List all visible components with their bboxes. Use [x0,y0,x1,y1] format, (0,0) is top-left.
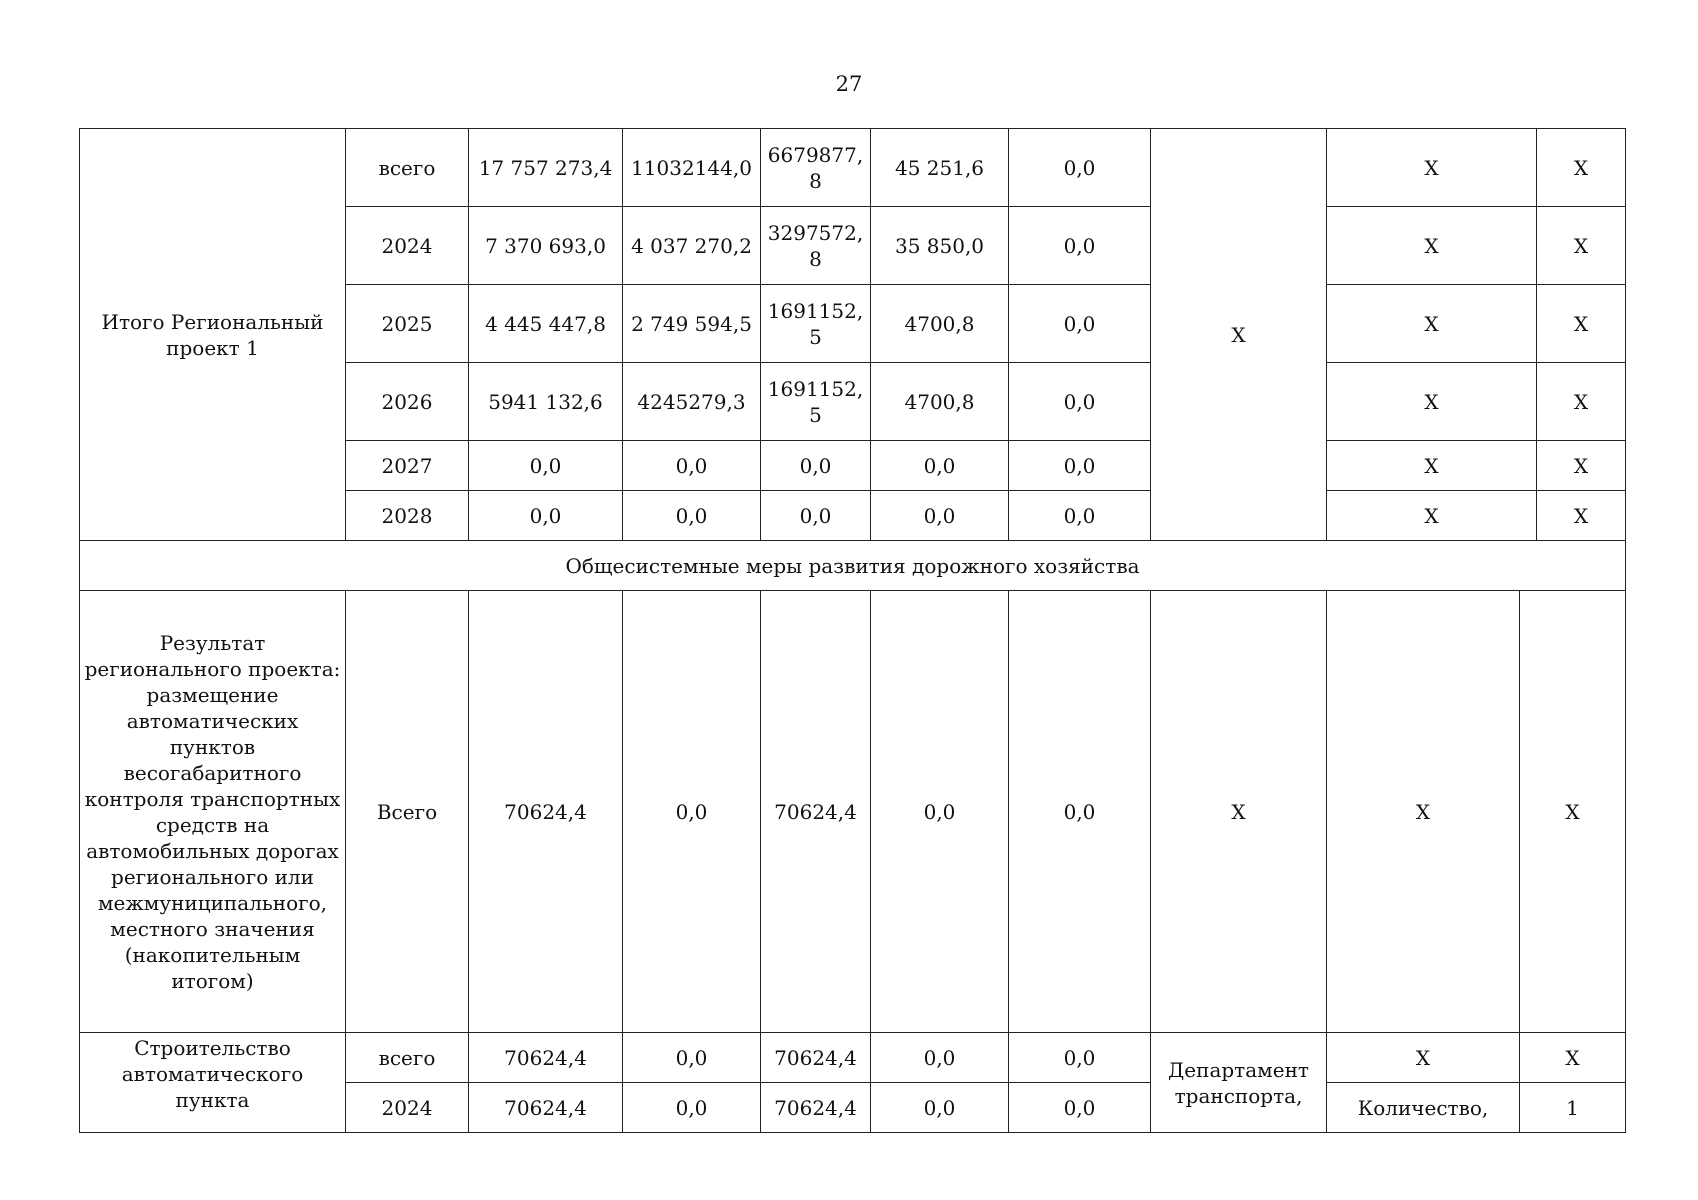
x-cell: X [1327,207,1537,285]
x-cell: X [1537,491,1626,541]
value-cell: 0,0 [1009,491,1151,541]
year-cell: 2026 [346,363,469,441]
value-cell: 0,0 [469,491,623,541]
x-cell: X [1327,129,1537,207]
x-cell: X [1327,363,1537,441]
value-cell: 70624,4 [761,1083,871,1133]
year-cell: 2024 [346,207,469,285]
value-cell: 0,0 [871,1083,1009,1133]
value-cell: 0,0 [1009,441,1151,491]
value-cell: 70624,4 [761,591,871,1033]
value-cell: 0,0 [1009,285,1151,363]
x-cell: X [1537,363,1626,441]
value-cell: 4 445 447,8 [469,285,623,363]
x-cell: X [1327,441,1537,491]
value-cell: 0,0 [1009,1083,1151,1133]
value-cell: 0,0 [761,441,871,491]
table-row [80,591,1626,1033]
construction-label: Строительство автоматического пункта [80,1033,346,1133]
value-cell: 7 370 693,0 [469,207,623,285]
year-cell: всего [346,1033,469,1083]
table-row [80,129,1626,207]
value-cell: 70624,4 [469,1033,623,1083]
x-cell: X [1537,129,1626,207]
indicator-value-cell: 1 [1520,1083,1626,1133]
value-cell: 2 749 594,5 [623,285,761,363]
x-cell: X [1327,1033,1520,1083]
value-cell: 0,0 [623,441,761,491]
value-cell: 0,0 [1009,129,1151,207]
value-cell: 70624,4 [469,591,623,1033]
value-cell: 0,0 [623,591,761,1033]
year-cell: 2025 [346,285,469,363]
x-cell: X [1151,591,1327,1033]
year-cell: 2024 [346,1083,469,1133]
x-cell: X [1327,591,1520,1033]
value-cell: 70624,4 [761,1033,871,1083]
year-cell: 2028 [346,491,469,541]
x-cell: X [1520,591,1626,1033]
value-cell: 4700,8 [871,285,1009,363]
value-cell: 1691152,5 [761,363,871,441]
value-cell: 0,0 [871,591,1009,1033]
x-cell: X [1520,1033,1626,1083]
value-cell: 1691152,5 [761,285,871,363]
value-cell: 0,0 [1009,363,1151,441]
merged-x-cell: X [1151,129,1327,541]
value-cell: 0,0 [623,491,761,541]
indicator-cell: Количество, [1327,1083,1520,1133]
value-cell: 5941 132,6 [469,363,623,441]
x-cell: X [1327,285,1537,363]
year-cell: 2027 [346,441,469,491]
x-cell: X [1537,441,1626,491]
value-cell: 0,0 [761,491,871,541]
value-cell: 3297572,8 [761,207,871,285]
value-cell: 11032144,0 [623,129,761,207]
x-cell: X [1327,491,1537,541]
value-cell: 0,0 [871,491,1009,541]
page-number: 27 [835,72,863,96]
x-cell: X [1537,285,1626,363]
value-cell: 4700,8 [871,363,1009,441]
value-cell: 0,0 [1009,1033,1151,1083]
value-cell: 4 037 270,2 [623,207,761,285]
result-label: Результат регионального проекта: размещение автоматических пунктов весогабаритного контроля транспортных средств на автомобильных дорогах регионального или межмуниципального, местного значения (накопительным итогом) [80,591,346,1033]
value-cell: 6679877,8 [761,129,871,207]
budget-table [79,128,1626,1133]
value-cell: 0,0 [623,1083,761,1133]
value-cell: 17 757 273,4 [469,129,623,207]
value-cell: 0,0 [1009,207,1151,285]
value-cell: 0,0 [871,1033,1009,1083]
value-cell: 45 251,6 [871,129,1009,207]
value-cell: 35 850,0 [871,207,1009,285]
section-title: Общесистемные меры развития дорожного хозяйства [80,541,1626,591]
year-cell: Всего [346,591,469,1033]
x-cell: X [1537,207,1626,285]
value-cell: 4245279,3 [623,363,761,441]
value-cell: 70624,4 [469,1083,623,1133]
value-cell: 0,0 [871,441,1009,491]
value-cell: 0,0 [469,441,623,491]
table-row [80,1033,1626,1083]
year-cell: всего [346,129,469,207]
table-row [80,541,1626,591]
value-cell: 0,0 [1009,591,1151,1033]
responsible-cell: Департамент транспорта, [1151,1033,1327,1133]
project-total-label: Итого Региональный проект 1 [80,129,346,541]
value-cell: 0,0 [623,1033,761,1083]
